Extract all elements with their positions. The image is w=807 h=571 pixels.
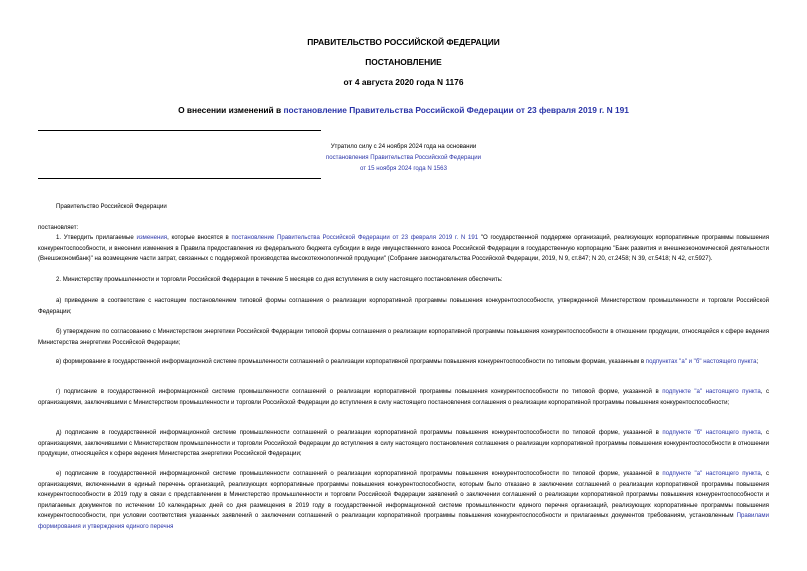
link-subparagraph-a-2[interactable]: подпункте "а" настоящего пункта bbox=[662, 470, 761, 477]
subparagraph-b: б) утверждение по согласованию с Министерством энергетики Российской Федерации типовой формы соглашения о реализации корпоративной программы повышения конкурентоспособности в отношении продукции, относящейся к сфере ведения Министерства энергетики Российской Федерации; bbox=[38, 328, 769, 346]
link-subparagraph-b[interactable]: подпункте "б" настоящего пункта bbox=[662, 429, 761, 436]
paragraph-1: 1. Утвердить прилагаемые изменения, которые вносятся в постановление Правительства Российской Федерации от 23 февраля 2019 г. N 191 "О государственной поддержке организаций, реализующих корпоративные программы повышения конкурентоспособности, и внесении изменения в Правила предоставления из федерального бюджета субсидии в виде имущественного взноса Российской Федерации в государственную корпорацию "Банк развития и внешнеэкономической деятельности (Внешэкономбанк)" на возмещение части затрат, связанных с поддержкой производства высокотехнологичной продукции" (Собрание законодательства Российской Федерации, 2019, N 9, ст.847; N 20, ст.2458; N 39, ст.5418; N 42, ст.5927). bbox=[38, 234, 770, 263]
link-subparagraph-a[interactable]: подпункте "а" настоящего пункта bbox=[662, 388, 761, 395]
paragraph-2: 2. Министерству промышленности и торговли Российской Федерации в течение 5 месяцев со дня вступления в силу настоящего постановления обеспечить: bbox=[56, 276, 503, 283]
subparagraph-a: а) приведение в соответствие с настоящим постановлением типовой формы соглашения о реализации корпоративной программы повышения конкурентоспособности, утвержденной Министерством промышленности и торговли Российской Федерации; bbox=[38, 297, 769, 315]
link-rules-unified-list[interactable]: Правилами формирования и утверждения единого перечня bbox=[38, 512, 769, 530]
subparagraph-g: г) подписание в государственной информационной системе промышленности соглашений о реализации корпоративной программы повышения конкурентоспособности по типовой форме, указанной в подпункте "а" настоящего пункта, с организациями, заключившими с Министерством промышленности и торговли Российской Федерации до вступления в силу настоящего постановления соглашения о реализации корпоративной программы повышения конкурентоспособности; bbox=[38, 388, 769, 406]
top-divider bbox=[38, 130, 321, 131]
document-date-heading: от 4 августа 2020 года N 1176 bbox=[343, 77, 464, 87]
expiry-note-link-decree[interactable]: постановления Правительства Российской Федерации bbox=[325, 154, 482, 161]
link-decree-191[interactable]: постановление Правительства Российской Федерации от 23 февраля 2019 г. N 191 bbox=[231, 234, 479, 241]
document-type-heading: ПОСТАНОВЛЕНИЕ bbox=[365, 57, 442, 67]
bottom-divider bbox=[38, 178, 321, 179]
issuer-heading: ПРАВИТЕЛЬСТВО РОССИЙСКОЙ ФЕДЕРАЦИИ bbox=[307, 37, 500, 47]
expiry-note-text: Утратило силу с 24 ноября 2024 года на основании bbox=[330, 143, 477, 150]
subparagraph-v: в) формирование в государственной информационной системе промышленности соглашений о реализации корпоративной программы повышения конкурентоспособности по типовым формам, указанным в подпунктах "а" и "б" настоящего пункта; bbox=[56, 358, 759, 365]
expiry-note-link-date[interactable]: от 15 ноября 2024 года N 1563 bbox=[360, 165, 447, 172]
subparagraph-d: д) подписание в государственной информационной системе промышленности соглашений о реализации корпоративной программы повышения конкурентоспособности по типовой форме, указанной в подпункте "б" настоящего пункта, с организациями, заключившими с Министерством промышленности и торговли Российской Федерации до вступления в силу настоящего постановления соглашения о реализации корпоративной программы повышения конкурентоспособности в отношении продукции, относящейся к сфере ведения Министерства энергетики Российской Федерации; bbox=[38, 429, 769, 458]
title-prefix: О внесении изменений в bbox=[178, 105, 284, 115]
expiry-note bbox=[221, 141, 586, 174]
subparagraph-e: е) подписание в государственной информационной системе промышленности соглашений о реализации корпоративной программы повышения конкурентоспособности по типовой форме, указанной в подпункте "а" настоящего пункта, с организациями, включенными в единый перечень организаций, реализующих корпоративные программы повышения конкурентоспособности, которым было отказано в заключении соглашений о реализации корпоративной программы повышения конкурентоспособности в 2019 году в связи с представлением в Министерство промышленности и торговли Российской Федерации заявлений о заключении соглашений о реализации корпоративной программы повышения конкурентоспособности и прилагаемых документов по истечении 10 календарных дней со дня размещения в 2019 году в государственной информационной системе промышленности единого перечня организаций, реализующих корпоративные программы повышения конкурентоспособности, при условии соответствия указанных заявлений о заключении соглашений о реализации корпоративной программы повышения конкурентоспособности и прилагаемых документов требованиям, установленным Правилами формирования и утверждения единого перечня bbox=[38, 470, 769, 530]
preamble-decides: постановляет: bbox=[38, 224, 79, 231]
preamble-government: Правительство Российской Федерации bbox=[56, 203, 167, 210]
document-title bbox=[0, 105, 807, 115]
link-subparagraphs-a-b[interactable]: подпунктах "а" и "б" настоящего пункта bbox=[645, 358, 757, 365]
link-changes[interactable]: изменения bbox=[136, 234, 168, 241]
title-link[interactable]: постановление Правительства Российской Федерации от 23 февраля 2019 г. N 191 bbox=[283, 105, 629, 115]
